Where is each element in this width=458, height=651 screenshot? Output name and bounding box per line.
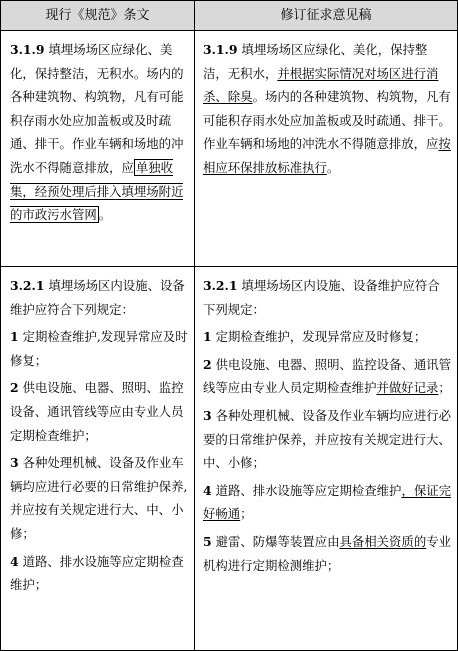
clause-text: 填埋场场区内设施、设备维护应符合下列规定： [10, 278, 185, 317]
list-item [203, 479, 451, 526]
item-number: 2 [10, 380, 19, 396]
item-number: 5 [203, 533, 212, 549]
underlined-revision: 并做好记录 [376, 380, 439, 396]
row2-revised-text [203, 274, 451, 581]
header-divider [1, 30, 457, 31]
row1-current-text [10, 38, 190, 227]
clause-number: 3.1.9 [203, 42, 238, 57]
item-number: 3 [203, 407, 212, 423]
item-number: 2 [203, 356, 212, 372]
item-text-end: ； [438, 380, 451, 396]
item-text: 避雷、防爆等装置应由 [211, 533, 340, 549]
clause-number: 3.2.1 [10, 278, 45, 293]
item-text: 供电设施、电器、照明、监控设备、通讯管线等应由专业人员定期检查维护 [203, 356, 451, 396]
list-item [10, 451, 190, 545]
item-number: 1 [10, 329, 19, 345]
clause-text-end: 。 [98, 207, 112, 223]
clause-text-end: 。 [326, 159, 340, 175]
item-text: 道路、排水设施等应定期检查维护； [10, 553, 184, 593]
list-item [203, 404, 451, 475]
clause-text: 填埋场场区内设施、设备维护应符合下列规定： [203, 278, 440, 317]
item-text: 定期检查维护,发现异常应及时修复； [10, 329, 188, 368]
item-text-end: ； [240, 506, 253, 522]
row2-current-text [10, 274, 190, 601]
row-divider [1, 266, 457, 267]
boxed-text: 单独收集，经预处理后排入填埋场附近的市政污水管网 [10, 159, 184, 223]
underlined-revision: 并根据实际情况对场区进行消杀、除臭 [203, 65, 439, 105]
item-number: 4 [203, 482, 212, 498]
item-text: 道路、排水设施等应定期检查维护 [211, 482, 402, 498]
list-item [203, 530, 451, 577]
item-text: 各种处理机械、设备及作业车辆均应进行必要的日常维护保养，并应按有关规定进行大、中、小修； [203, 407, 451, 471]
clause-intro [10, 274, 190, 321]
clause-text: 填埋场场区应绿化、美化，保持整洁，无积水。场内的各种建筑物、构筑物，凡有可能积存雨水处应加盖板或及时疏通、排干。作业车辆和场地的冲洗水不得随意排放，应 [10, 42, 184, 175]
item-number: 4 [10, 553, 19, 569]
clause-number: 3.1.9 [10, 42, 45, 57]
item-number: 1 [203, 329, 212, 345]
list-item [10, 376, 190, 447]
item-text: 供电设施、电器、照明、监控设备、通讯管线等应由专业人员定期检查维护； [10, 380, 184, 443]
header-revision-draft: 修订征求意见稿 [195, 1, 457, 30]
list-item [203, 353, 451, 400]
clause-intro [203, 274, 451, 321]
underlined-revision: ，保证完好畅通 [203, 482, 451, 522]
item-text: 各种处理机械、设备及作业车辆均应进行必要的日常维护保养,并应按有关规定进行大、中、小修； [10, 455, 188, 541]
row1-revised-text [203, 38, 451, 180]
underlined-revision: 按相应环保排放标准执行 [203, 136, 451, 175]
list-item [203, 325, 451, 349]
clause-text: 填埋场场区应绿化、美化，保持整洁，无积水， [203, 42, 428, 81]
clause-text: 。场内的各种建筑物、构筑物，凡有可能积存雨水处应加盖板或及时疏通、排干。作业车辆和场地的冲洗水不得随意排放，应 [203, 89, 451, 152]
list-item [10, 550, 190, 597]
item-text-end: 专业机构进行定期检测维护； [203, 533, 451, 573]
item-number: 3 [10, 455, 19, 471]
header-current-clause: 现行《规范》条文 [1, 1, 194, 30]
item-text: 定期检查维护，发现异常应及时修复； [211, 329, 427, 345]
column-divider [194, 1, 195, 650]
underlined-revision: 具备相关资质的 [339, 533, 427, 549]
clause-number: 3.2.1 [203, 278, 238, 293]
list-item [10, 325, 190, 372]
